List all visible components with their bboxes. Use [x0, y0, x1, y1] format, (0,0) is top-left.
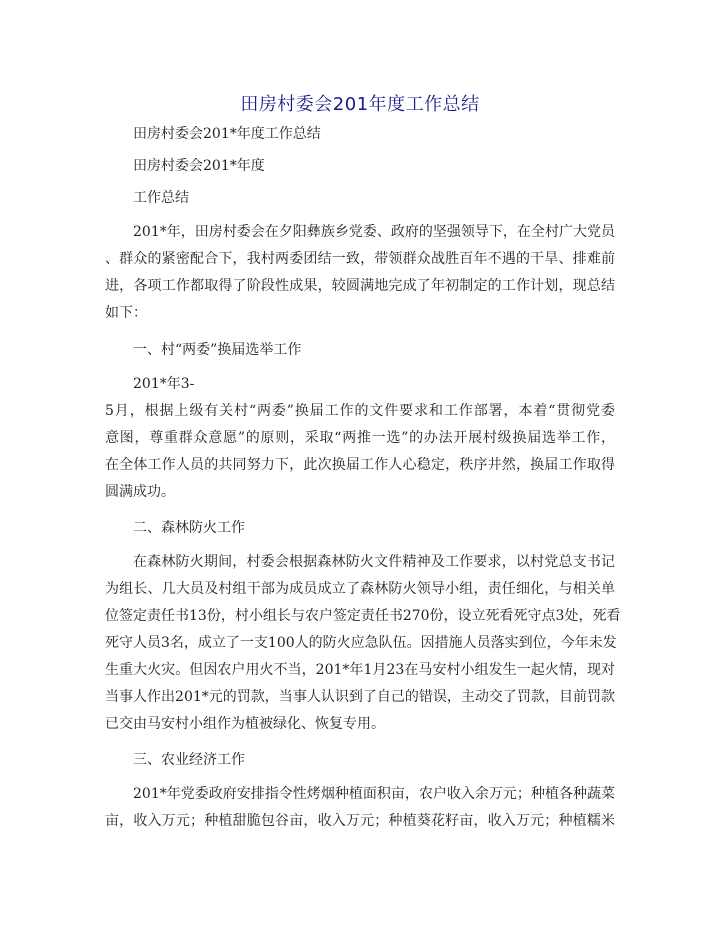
paragraph-line: 位签定责任书13份，村小组长与农户签定责任书270份，设立死看死守点3处，死看 [105, 608, 621, 624]
paragraph-line: 已交由马安村小组作为植被绿化、恢复专用。 [105, 716, 385, 732]
paragraph-line: 5月，根据上级有关村“两委”换届工作的文件要求和工作部署，本着“贯彻党委 [105, 403, 615, 419]
paragraph-line: 死守人员3名，成立了一支100人的防火应急队伍。因措施人员落实到位，今年未发 [105, 635, 617, 651]
paragraph-line: 201*年党委政府安排指令性烤烟种植面积亩，农户收入余万元；种植各种蔬菜 [133, 786, 615, 802]
paragraph-line: 圆满成功。 [105, 484, 175, 500]
paragraph-line: 在森林防火期间，村委会根据森林防火文件精神及工作要求，以村党总支书记 [133, 554, 615, 570]
document-title: 田房村委会201年度工作总结 [240, 94, 480, 115]
subtitle-line: 工作总结 [133, 190, 189, 206]
section-heading: 二、森林防火工作 [133, 520, 245, 536]
paragraph-line: 、群众的紧密配合下，我村两委团结一致，带领群众战胜百年不遇的干旱、排难前 [105, 251, 615, 267]
paragraph-line: 亩，收入万元；种植甜脆包谷亩，收入万元；种植葵花籽亩，收入万元；种植糯米 [105, 813, 615, 829]
paragraph-line: 进，各项工作都取得了阶段性成果，较圆满地完成了年初制定的工作计划，现总结 [105, 278, 615, 294]
paragraph-line: 生重大火灾。但因农户用火不当，201*年1月23在马安村小组发生一起火情，现对 [105, 662, 615, 678]
paragraph-line: 如下： [105, 305, 147, 321]
section-heading: 一、村“两委”换届选举工作 [133, 342, 302, 358]
paragraph-line: 为组长、几大员及村组干部为成员成立了森林防火领导小组，责任细化，与相关单 [105, 581, 615, 597]
paragraph-line: 当事人作出201*元的罚款，当事人认识到了自己的错误，主动交了罚款，目前罚款 [105, 689, 615, 705]
paragraph-line: 201*年，田房村委会在夕阳彝族乡党委、政府的坚强领导下，在全村广大党员 [133, 224, 615, 240]
paragraph-line: 在全体工作人员的共同努力下，此次换届工作人心稳定，秩序井然，换届工作取得 [105, 457, 615, 473]
subtitle-line: 田房村委会201*年度 [133, 158, 265, 174]
paragraph-line: 意图，尊重群众意愿”的原则，采取“两推一选”的办法开展村级换届选举工作， [105, 430, 615, 446]
subtitle-line: 田房村委会201*年度工作总结 [133, 126, 321, 142]
paragraph-line: 201*年3- [133, 376, 195, 392]
section-heading: 三、农业经济工作 [133, 752, 245, 768]
